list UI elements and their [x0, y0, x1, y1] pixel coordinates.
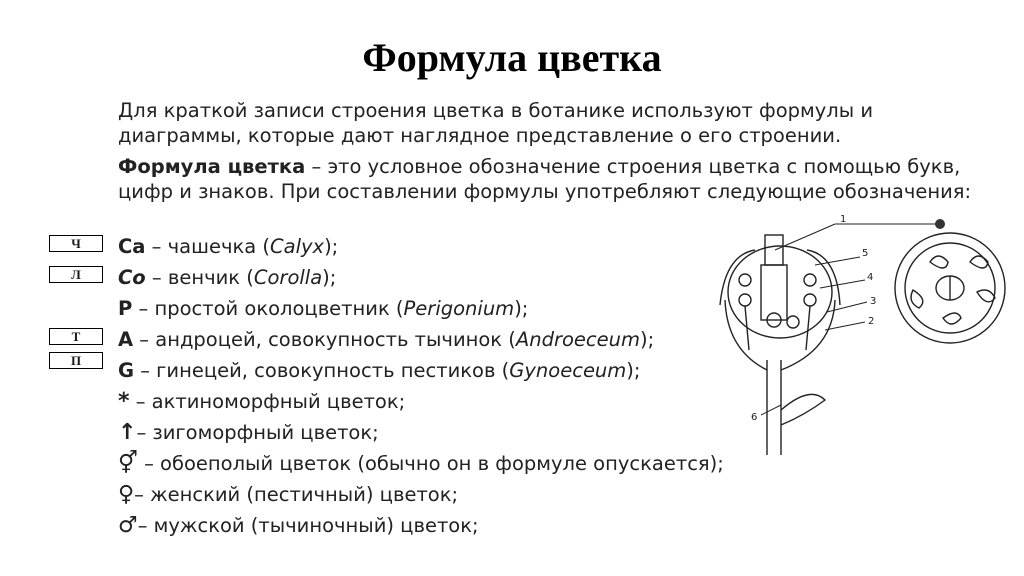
definition-paragraph [118, 154, 998, 204]
notation-list [118, 231, 818, 541]
callout-3: 3 [870, 296, 877, 307]
list-item-gynoecium: G – гинецей, совокупность пестиков (Gynoeceum); [118, 359, 641, 382]
intro-paragraph: Для краткой записи строения цветка в ботанике используют формулы и диаграммы, которые дают наглядное представление о его строении. [118, 99, 874, 147]
stem [767, 360, 781, 455]
page-title: Формула цветка [362, 35, 662, 80]
list-item-corolla: Co – венчик (Corolla); [118, 266, 337, 289]
arrow-up-icon: ↑ [118, 420, 137, 445]
definition-term: Формула цветка [118, 155, 306, 178]
callout-2: 2 [868, 316, 875, 327]
calyx-cup [725, 300, 835, 370]
label-box-calyx: Ч [49, 235, 103, 252]
list-item-calyx: Ca – чашечка (Calyx); [118, 235, 339, 258]
asterisk-icon: * [118, 389, 130, 414]
list-item-perigonium: P – простой околоцветник (Perigonium); [118, 297, 529, 320]
label-box-androecium: Т [49, 328, 103, 345]
ovary [761, 265, 787, 320]
list-item-actinomorphic: * – актиноморфный цветок; [118, 389, 406, 414]
bisexual-symbol-icon: ⚥ [118, 451, 138, 476]
label-box-gynoecium: П [49, 352, 103, 369]
leaf [781, 394, 825, 425]
label-box-corolla: Л [49, 266, 103, 283]
callout-4: 4 [867, 272, 874, 283]
stigma [765, 235, 783, 265]
list-item-bisexual: ⚥ – обоеполый цветок (обычно он в формуле опускается); [118, 451, 724, 476]
definition-text: – это условное обозначение строения цветка с помощью букв, цифр и знаков. При составлении формулы употребляют следующие обозначения: [118, 155, 972, 203]
male-symbol-icon: ♂ [118, 513, 138, 538]
list-item-zygomorphic: ↑– зигоморфный цветок; [118, 420, 379, 445]
flower-diagram [715, 210, 1015, 455]
callout-5: 5 [862, 248, 869, 259]
callout-dot [935, 219, 945, 229]
callout-6: 6 [751, 412, 758, 423]
list-item-androecium: A – андроцей, совокупность тычинок (Androeceum); [118, 328, 655, 351]
list-item-male: ♂– мужской (тычиночный) цветок; [118, 513, 479, 538]
female-symbol-icon: ♀ [118, 482, 135, 507]
list-item-female: ♀– женский (пестичный) цветок; [118, 482, 459, 507]
callout-1: 1 [840, 214, 847, 225]
petals-outline [720, 250, 840, 305]
floral-diagram-petals [911, 256, 995, 324]
